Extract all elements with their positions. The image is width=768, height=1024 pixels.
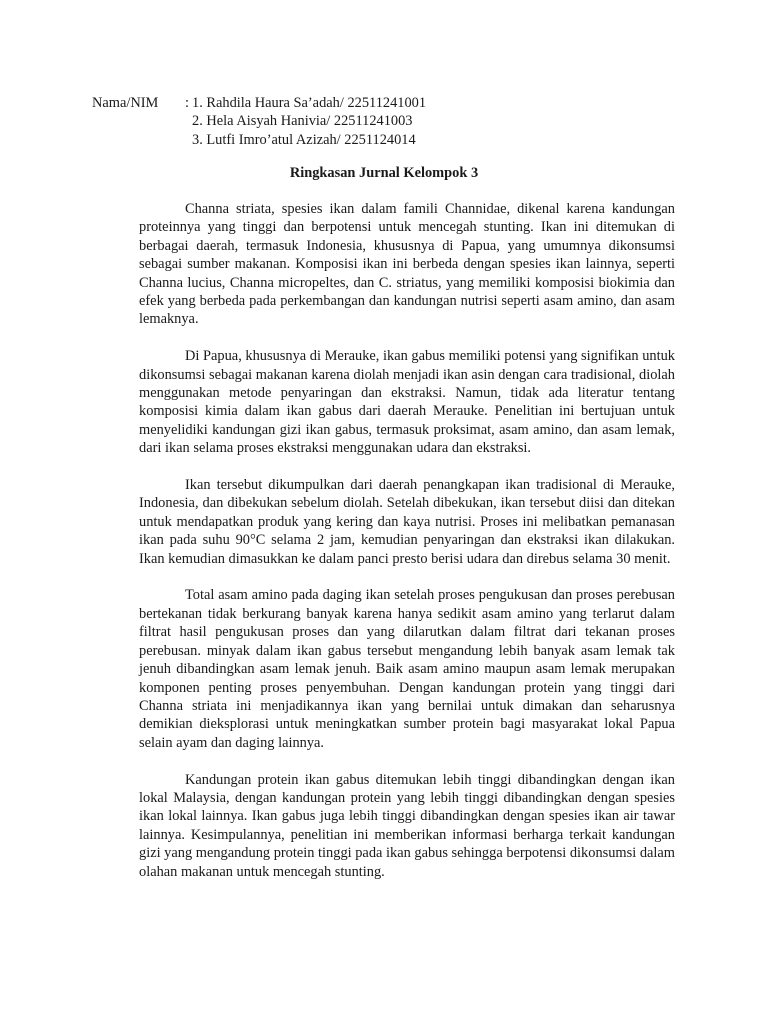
member-header [92,94,426,149]
paragraph-2: Di Papua, khususnya di Merauke, ikan gabus memiliki potensi yang signifikan untuk dikonsumsi sebagai makanan karena diolah menjadi ikan asin dengan cara tradisional, diolah menggunakan metode penyaringan dan ekstraksi. Namun, tidak ada literatur tentang komposisi kimia dalam ikan gabus dari daerah Merauke. Penelitian ini bertujuan untuk menyelidiki kandungan gizi ikan gabus, termasuk proksimat, asam amino, dan asam lemak, dari ikan selama proses ekstraksi menggunakan udara dan ekstraksi. [139,348,675,457]
summary-body [139,200,675,899]
member-row [92,131,426,149]
member-2: 2. Hela Aisyah Hanivia/ 22511241003 [192,113,413,130]
member-1: 1. Rahdila Haura Sa’adah/ 22511241001 [192,95,427,111]
paragraph-3: Ikan tersebut dikumpulkan dari daerah penangkapan ikan tradisional di Merauke, Indonesia, dan dibekukan sebelum diolah. Setelah dibekukan, ikan tersebut diisi dan ditekan untuk mendapatkan produk yang kering dan kaya nutrisi. Proses ini melibatkan pemanasan ikan pada suhu 90°C selama 2 jam, kemudian penyaringan dan ekstraksi ikan dilakukan. Ikan kemudian dimasukkan ke dalam panci presto berisi udara dan direbus selama 30 menit. [139,477,675,567]
nama-nim-label: Nama/NIM [92,95,159,111]
paragraph-4: Total asam amino pada daging ikan setelah proses pengukusan dan proses perebusan bertekanan tidak berkurang banyak karena hanya sedikit asam amino yang terlarut dalam filtrat hasil pengukusan proses dan yang dilarutkan dalam filtrat dari tekanan proses perebusan. minyak dalam ikan gabus tersebut mengandung lebih banyak asam lemak tak jenuh dibandingkan asam lemak jenuh. Baik asam amino maupun asam lemak merupakan komponen penting proses penyembuhan. Dengan kandungan protein yang tinggi dari Channa striata ini menjadikannya ikan yang bernilai untuk dimakan dan seharusnya demikian dieksplorasi untuk meningkatkan sumber protein bagi masyarakat lokal Papua selain ayam dan daging lainnya. [139,587,675,751]
member-row [92,94,426,112]
member-row [92,112,426,130]
document-title: Ringkasan Jurnal Kelompok 3 [289,165,479,181]
header-colon: : [185,95,189,111]
paragraph-5: Kandungan protein ikan gabus ditemukan lebih tinggi dibandingkan dengan ikan lokal Malaysia, dengan kandungan protein yang lebih tinggi dibandingkan dengan spesies ikan lokal lainnya. Ikan gabus juga lebih tinggi dibandingkan dengan spesies ikan air tawar lainnya. Kesimpulannya, penelitian ini memberikan informasi berharga terkait kandungan gizi yang mengandung protein tinggi pada ikan gabus sehingga berpotensi dikonsumsi dalam olahan makanan untuk mencegah stunting. [139,771,675,880]
member-3: 3. Lutfi Imro’atul Azizah/ 2251124014 [192,131,416,148]
paragraph-1: Channa striata, spesies ikan dalam famili Channidae, dikenal karena kandungan proteinnya yang tinggi dan berpotensi untuk mencegah stunting. Ikan ini ditemukan di berbagai daerah, termasuk Indonesia, khususnya di Papua, yang umumnya dikonsumsi sebagai sumber makanan. Komposisi ikan ini berbeda dengan spesies ikan lainnya, seperti Channa lucius, Channa micropeltes, dan C. striatus, yang memiliki komposisi biokimia dan efek yang berbeda pada perkembangan dan kandungan nutrisi seperti asam amino, dan asam lemaknya. [139,201,675,328]
